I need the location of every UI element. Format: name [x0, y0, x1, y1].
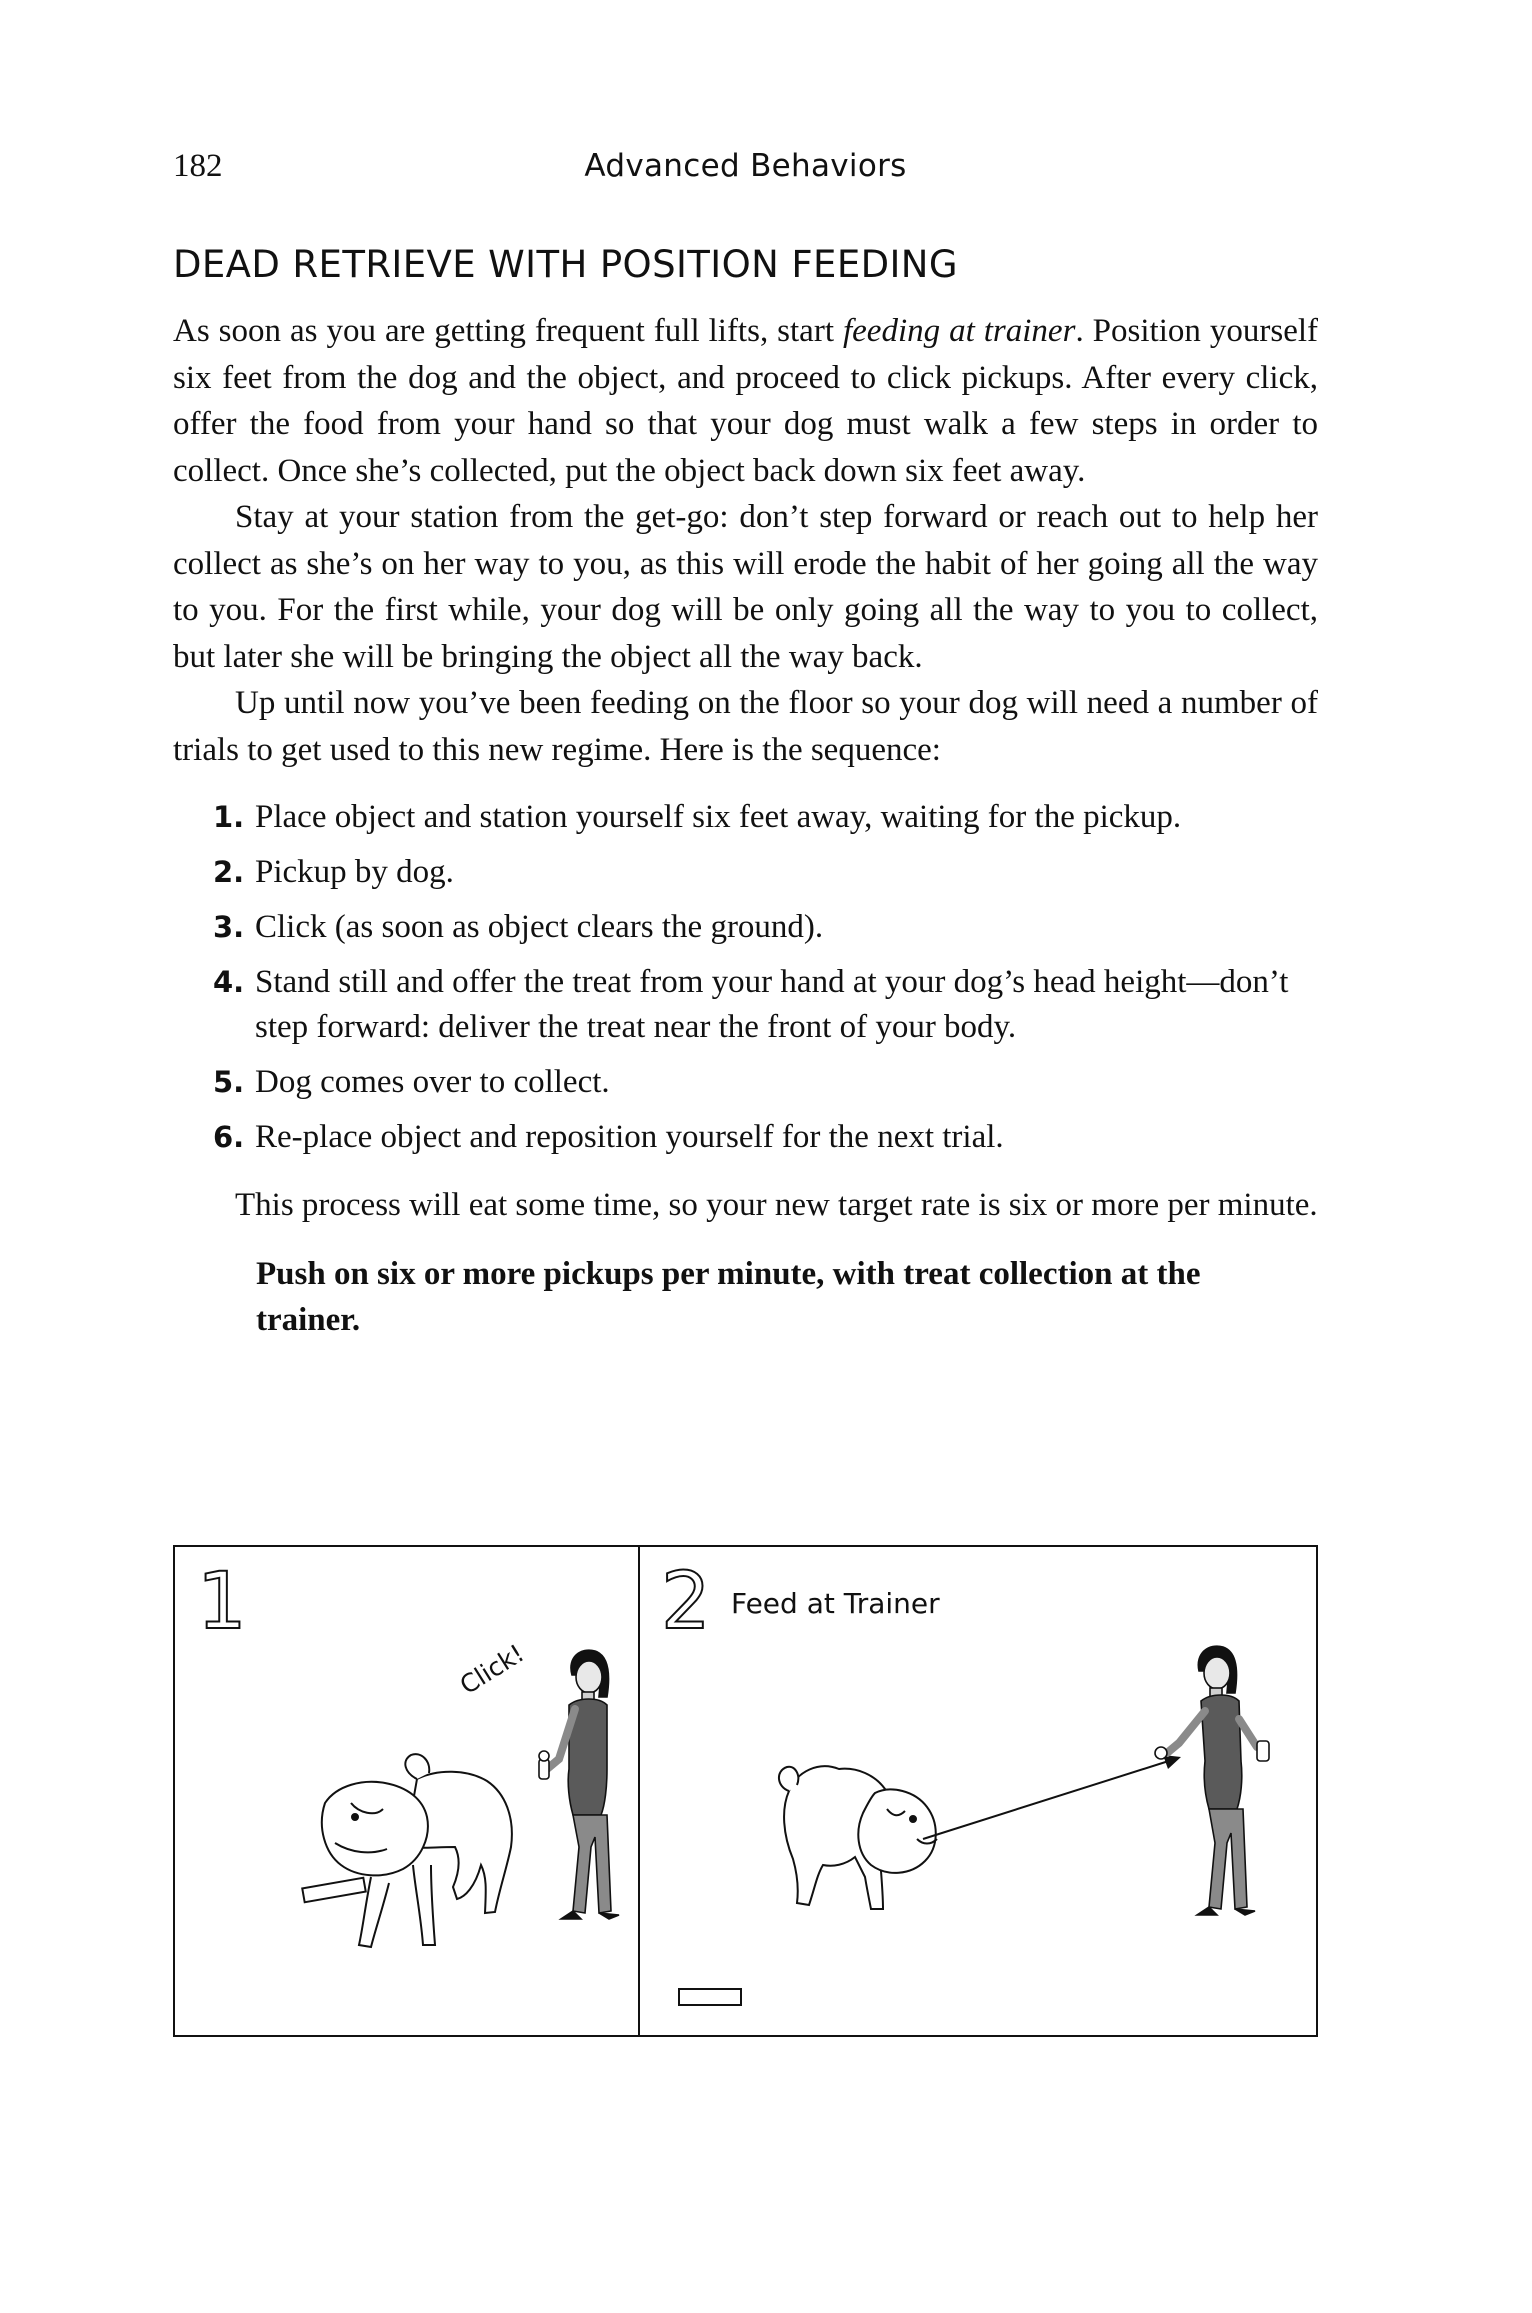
figure-drawing	[175, 1547, 1316, 2035]
sequence-list	[173, 795, 1318, 1160]
page-number: 182	[173, 148, 223, 184]
list-item	[213, 1115, 1318, 1160]
direction-arrow-icon	[923, 1755, 1181, 1839]
paragraph-1-end: . Position yourself six feet from the dog and the object, and proceed to click pickups. After every click, offer the food from your hand so that your dog must walk a few steps in order to collect. Once she’s collected, put the object back down six feet away.	[173, 313, 1318, 489]
dog-walking-illustration	[779, 1766, 937, 1909]
paragraph-1-italic: feeding at trainer	[842, 313, 1076, 349]
paragraph-1	[173, 308, 1318, 494]
step-text: Pickup by dog.	[255, 854, 454, 890]
trainer-illustration	[539, 1650, 619, 1919]
step-number: 2.	[213, 855, 245, 889]
list-item	[213, 905, 1318, 950]
panel-2-number: 2	[661, 1557, 711, 1647]
step-text: Re-place object and reposition yourself for the next trial.	[255, 1119, 1004, 1155]
illustration-figure	[173, 1545, 1318, 2037]
object-on-floor	[679, 1989, 741, 2005]
step-number: 6.	[213, 1120, 245, 1154]
list-item	[213, 795, 1318, 840]
trainer-offering-treat-illustration	[1155, 1646, 1269, 1915]
paragraph-1-start: As soon as you are getting frequent full lifts, start	[173, 313, 843, 349]
panel-2-caption: Feed at Trainer	[731, 1587, 940, 1620]
step-text: Click (as soon as object clears the ground).	[255, 909, 824, 945]
step-number: 1.	[213, 800, 245, 834]
page-header	[173, 148, 1318, 192]
paragraph-4: This process will eat some time, so your new target rate is six or more per minute.	[235, 1187, 1318, 1223]
panel-1-drawing	[302, 1639, 619, 1947]
click-label: Click!	[454, 1638, 530, 1701]
step-number: 5.	[213, 1065, 245, 1099]
list-item	[213, 960, 1318, 1050]
panel-2-drawing	[679, 1646, 1269, 2005]
step-number: 3.	[213, 910, 245, 944]
emphasis-instruction: Push on six or more pickups per minute, with treat collection at the trainer.	[256, 1255, 1201, 1338]
step-number: 4.	[213, 965, 245, 999]
list-item	[213, 850, 1318, 895]
panel-1-number: 1	[197, 1557, 247, 1647]
list-item	[213, 1060, 1318, 1105]
section-title: DEAD RETRIEVE WITH POSITION FEEDING	[173, 243, 958, 286]
paragraph-3: Up until now you’ve been feeding on the floor so your dog will need a number of trials to get used to this new regime. Here is the sequence:	[173, 685, 1318, 768]
running-head: Advanced Behaviors	[584, 148, 907, 184]
body-text	[173, 308, 1318, 1344]
step-text: Place object and station yourself six feet away, waiting for the pickup.	[255, 799, 1182, 835]
step-text: Stand still and offer the treat from your hand at your dog’s head height—don’t step forward: deliver the treat near the front of your body.	[255, 964, 1289, 1045]
step-text: Dog comes over to collect.	[255, 1064, 610, 1100]
paragraph-2: Stay at your station from the get-go: don’t step forward or reach out to help her collect as she’s on her way to you, as this will erode the habit of her going all the way to you. For the first while, your dog will be only going all the way to you to collect, but later she will be bringing the object all the way back.	[173, 499, 1318, 675]
dog-holding-object-illustration	[302, 1754, 512, 1947]
